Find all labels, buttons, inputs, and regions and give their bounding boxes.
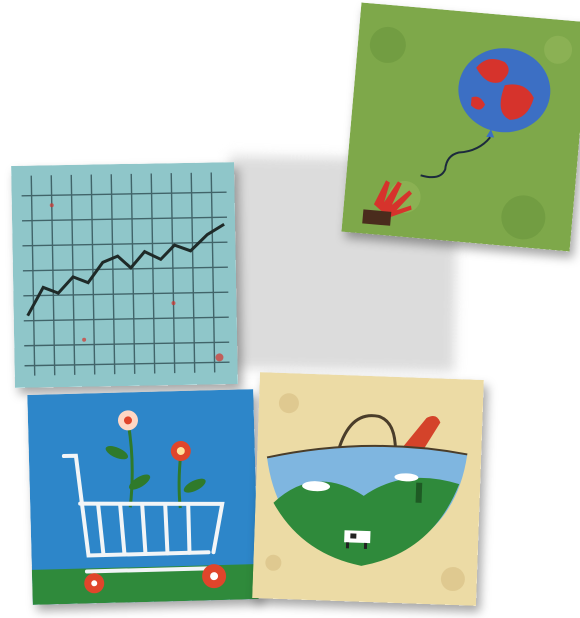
- shopping-cart-illustration: [27, 389, 258, 605]
- rising-chart-illustration: [11, 162, 238, 388]
- rising-chart-painting: [11, 162, 238, 388]
- basket-landscape-painting: [252, 372, 484, 606]
- world-balloon-painting: [341, 2, 580, 251]
- world-balloon-illustration: [341, 2, 580, 251]
- basket-landscape-illustration: [252, 372, 484, 606]
- shopping-cart-painting: [27, 389, 258, 605]
